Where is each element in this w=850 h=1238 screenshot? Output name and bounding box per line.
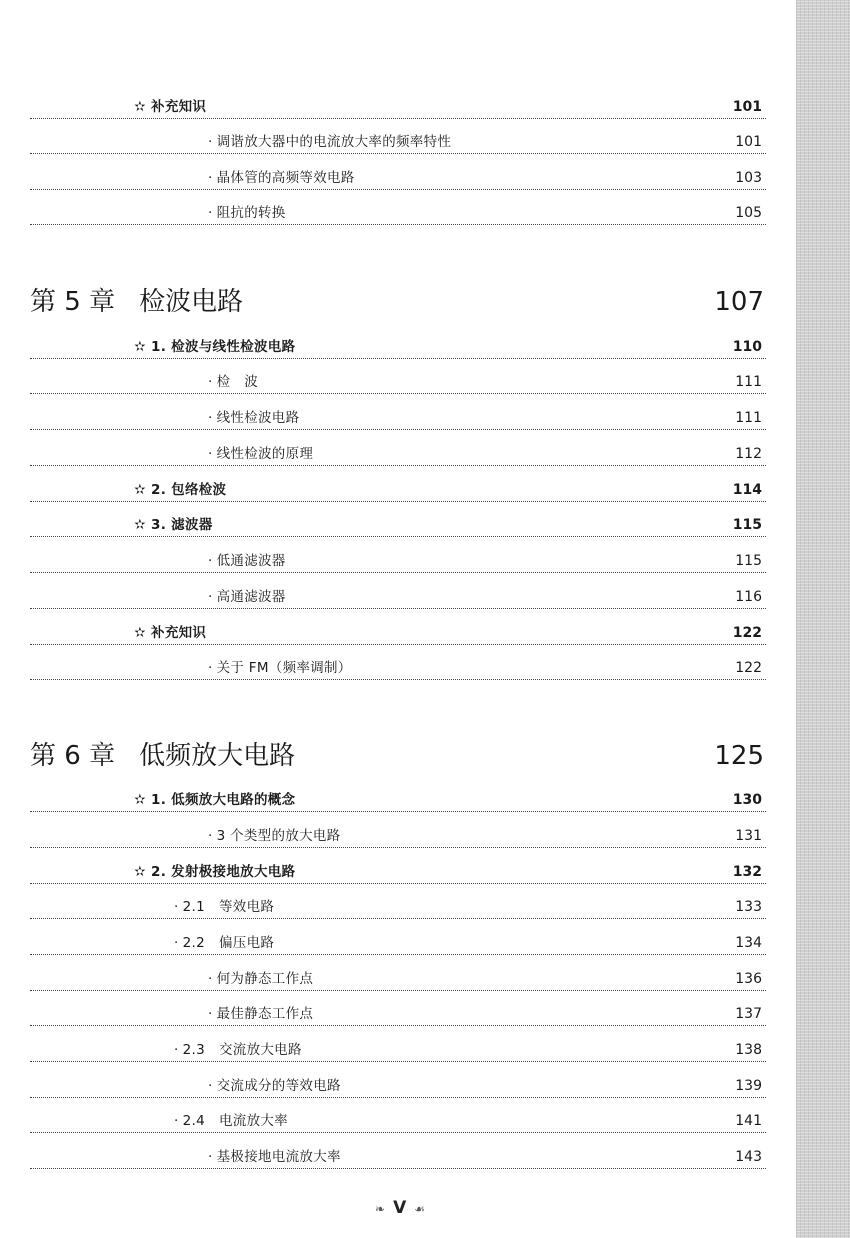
dotted-leader [30, 1132, 766, 1133]
star-icon: ✫ [134, 625, 147, 641]
toc-entry-page: 103 [735, 170, 762, 186]
dotted-leader [30, 1097, 766, 1098]
toc-entry-label [208, 169, 355, 187]
toc-entry-title: 晶体管的高频等效电路 [216, 170, 355, 186]
toc-entry-label [208, 204, 286, 222]
chapter-title: 检波电路 [139, 287, 244, 317]
dotted-leader [30, 153, 766, 154]
toc-entry-label [134, 516, 213, 534]
toc-entry-title: 调谐放大器中的电流放大率的频率特性 [216, 134, 452, 150]
toc-entry-title: 2. 包络检波 [151, 482, 227, 498]
toc-entry[interactable] [30, 1003, 766, 1023]
star-icon: ✫ [134, 339, 147, 355]
dotted-leader [30, 644, 766, 645]
dotted-leader [30, 572, 766, 573]
section-number: 2.1 [182, 899, 205, 915]
toc-entry[interactable] [30, 825, 766, 845]
toc-entry[interactable] [30, 1146, 766, 1166]
toc-entry[interactable] [30, 167, 766, 187]
dotted-leader [30, 429, 766, 430]
dotted-leader [30, 918, 766, 919]
toc-entry-page: 122 [732, 625, 762, 641]
star-icon: ✫ [134, 482, 147, 498]
chapter-number: 第 6 章 [30, 741, 116, 771]
toc-entry-page: 138 [735, 1042, 762, 1058]
toc-entry-label [134, 863, 295, 881]
toc-entry-label [208, 409, 299, 427]
toc-entry-subsection[interactable] [30, 1039, 766, 1059]
toc-entry-page: 133 [735, 899, 762, 915]
dotted-leader [30, 679, 766, 680]
page-edge-strip [796, 0, 850, 1238]
bullet-icon: · [208, 170, 213, 186]
dotted-leader [30, 990, 766, 991]
toc-entry-page: 131 [735, 828, 762, 844]
toc-entry-label [208, 1005, 313, 1023]
toc-entry-title: 电流放大率 [218, 1113, 288, 1129]
toc-entry-page: 111 [735, 374, 762, 390]
section-number: 2.2 [182, 935, 205, 951]
dotted-leader [30, 536, 766, 537]
toc-entry-section[interactable] [30, 789, 766, 809]
toc-entry-title: 线性检波电路 [216, 410, 300, 426]
toc-entry-subsection[interactable] [30, 896, 766, 916]
page-footer [0, 1198, 800, 1218]
toc-entry-subsection[interactable] [30, 932, 766, 952]
toc-entry[interactable] [30, 131, 766, 151]
toc-entry-label [134, 338, 295, 356]
dotted-leader [30, 811, 766, 812]
chapter-heading-6[interactable] [30, 738, 764, 772]
toc-entry[interactable] [30, 443, 766, 463]
star-icon: ✫ [134, 864, 147, 880]
toc-entry-title: 等效电路 [218, 899, 275, 915]
chapter-label [30, 286, 243, 318]
toc-entry-title: 1. 低频放大电路的概念 [151, 792, 296, 808]
toc-entry-label [174, 1112, 288, 1130]
toc-entry-label [134, 481, 226, 499]
toc-entry[interactable] [30, 657, 766, 677]
toc-entry-label [208, 970, 313, 988]
toc-entry-label [134, 791, 295, 809]
toc-entry-label [208, 1148, 341, 1166]
toc-entry[interactable] [30, 1075, 766, 1095]
bullet-icon: · [208, 410, 213, 426]
dotted-leader [30, 358, 766, 359]
dotted-leader [30, 118, 766, 119]
toc-entry-section[interactable] [30, 861, 766, 881]
toc-entry-label [208, 588, 286, 606]
bullet-icon: · [208, 1149, 213, 1165]
toc-entry-subsection[interactable] [30, 1110, 766, 1130]
page-number: V [393, 1198, 407, 1218]
toc-entry-page: 110 [732, 339, 762, 355]
star-icon: ✫ [134, 517, 147, 533]
dotted-leader [30, 883, 766, 884]
toc-entry-page: 134 [735, 935, 762, 951]
bullet-icon: · [208, 205, 213, 221]
toc-entry-title: 1. 检波与线性检波电路 [151, 339, 296, 355]
dotted-leader [30, 1168, 766, 1169]
bullet-icon: · [208, 971, 213, 987]
toc-entry-page: 136 [735, 971, 762, 987]
dotted-leader [30, 1025, 766, 1026]
toc-entry-title: 偏压电路 [218, 935, 275, 951]
dotted-leader [30, 393, 766, 394]
toc-entry-page: 132 [732, 864, 762, 880]
toc-entry[interactable] [30, 202, 766, 222]
toc-entry-label [174, 1041, 302, 1059]
section-number: 2.3 [182, 1042, 205, 1058]
toc-entry-page: 130 [732, 792, 762, 808]
toc-entry-label [208, 133, 451, 151]
bullet-icon: · [208, 1006, 213, 1022]
bullet-icon: · [208, 1078, 213, 1094]
bullet-icon: · [208, 828, 213, 844]
toc-entry-title: 3 个类型的放大电路 [216, 828, 341, 844]
star-icon: ✫ [134, 792, 147, 808]
toc-entry-title: 何为静态工作点 [216, 971, 314, 987]
ornament-right-icon: ☙ [414, 1202, 425, 1216]
chapter-page: 125 [714, 741, 764, 771]
toc-entry-page: 114 [732, 482, 762, 498]
toc-entry-title: 交流成分的等效电路 [216, 1078, 341, 1094]
bullet-icon: · [174, 1042, 179, 1058]
toc-entry-label [208, 1077, 341, 1095]
toc-entry-page: 139 [735, 1078, 762, 1094]
toc-entry-page: 101 [735, 134, 762, 150]
toc-entry-page: 115 [735, 553, 762, 569]
toc-entry-title: 基极接地电流放大率 [216, 1149, 341, 1165]
section-number: 2.4 [182, 1113, 205, 1129]
toc-entry[interactable] [30, 371, 766, 391]
toc-entry-label [208, 552, 286, 570]
toc-entry-section[interactable] [30, 479, 766, 499]
toc-entry-label [174, 934, 274, 952]
dotted-leader [30, 189, 766, 190]
toc-entry-title: 补充知识 [151, 99, 207, 115]
bullet-icon: · [208, 374, 213, 390]
toc-entry[interactable] [30, 968, 766, 988]
dotted-leader [30, 1061, 766, 1062]
toc-entry-label [208, 827, 340, 845]
toc-entry-page: 137 [735, 1006, 762, 1022]
dotted-leader [30, 954, 766, 955]
bullet-icon: · [208, 589, 213, 605]
bullet-icon: · [208, 134, 213, 150]
bullet-icon: · [174, 935, 179, 951]
toc-entry-supplement[interactable] [30, 96, 766, 116]
toc-entry-page: 116 [735, 589, 762, 605]
toc-entry-title: 补充知识 [151, 625, 207, 641]
toc-entry-title: 检 波 [216, 374, 258, 390]
toc-entry-title: 阻抗的转换 [216, 205, 286, 221]
toc-entry-title: 3. 滤波器 [151, 517, 213, 533]
bullet-icon: · [174, 899, 179, 915]
chapter-heading-5[interactable] [30, 284, 764, 318]
toc-entry-title: 线性检波的原理 [216, 446, 314, 462]
toc-entry-page: 141 [735, 1113, 762, 1129]
toc-entry-label [174, 898, 274, 916]
toc-entry-title: 低通滤波器 [216, 553, 286, 569]
toc-entry-page: 122 [735, 660, 762, 676]
ornament-left-icon: ❧ [375, 1202, 386, 1216]
toc-entry-label [208, 373, 258, 391]
dotted-leader [30, 224, 766, 225]
bullet-icon: · [208, 660, 213, 676]
dotted-leader [30, 847, 766, 848]
toc-entry-label [134, 98, 206, 116]
toc-entry-page: 105 [735, 205, 762, 221]
chapter-page: 107 [714, 287, 764, 317]
toc-entry-title: 交流放大电路 [218, 1042, 302, 1058]
toc-entry-section[interactable] [30, 336, 766, 356]
toc-entry[interactable] [30, 586, 766, 606]
chapter-title: 低频放大电路 [139, 741, 296, 771]
dotted-leader [30, 501, 766, 502]
toc-entry-section[interactable] [30, 622, 766, 642]
toc-entry-section[interactable] [30, 514, 766, 534]
toc-entry-page: 111 [735, 410, 762, 426]
toc-entry-title: 2. 发射极接地放大电路 [151, 864, 296, 880]
toc-entry-page: 101 [732, 99, 762, 115]
toc-entry[interactable] [30, 407, 766, 427]
dotted-leader [30, 608, 766, 609]
dotted-leader [30, 465, 766, 466]
bullet-icon: · [174, 1113, 179, 1129]
toc-entry-title: 高通滤波器 [216, 589, 286, 605]
toc-entry[interactable] [30, 550, 766, 570]
chapter-number: 第 5 章 [30, 287, 116, 317]
star-icon: ✫ [134, 99, 147, 115]
bullet-icon: · [208, 553, 213, 569]
toc-entry-title: 最佳静态工作点 [216, 1006, 314, 1022]
toc-entry-label [208, 445, 313, 463]
chapter-label [30, 740, 295, 772]
toc-entry-page: 115 [732, 517, 762, 533]
toc-entry-page: 143 [735, 1149, 762, 1165]
toc-entry-label [208, 659, 352, 677]
toc-entry-label [134, 624, 206, 642]
toc-entry-page: 112 [735, 446, 762, 462]
toc-entry-title: 关于 FM（频率调制） [216, 660, 352, 676]
bullet-icon: · [208, 446, 213, 462]
